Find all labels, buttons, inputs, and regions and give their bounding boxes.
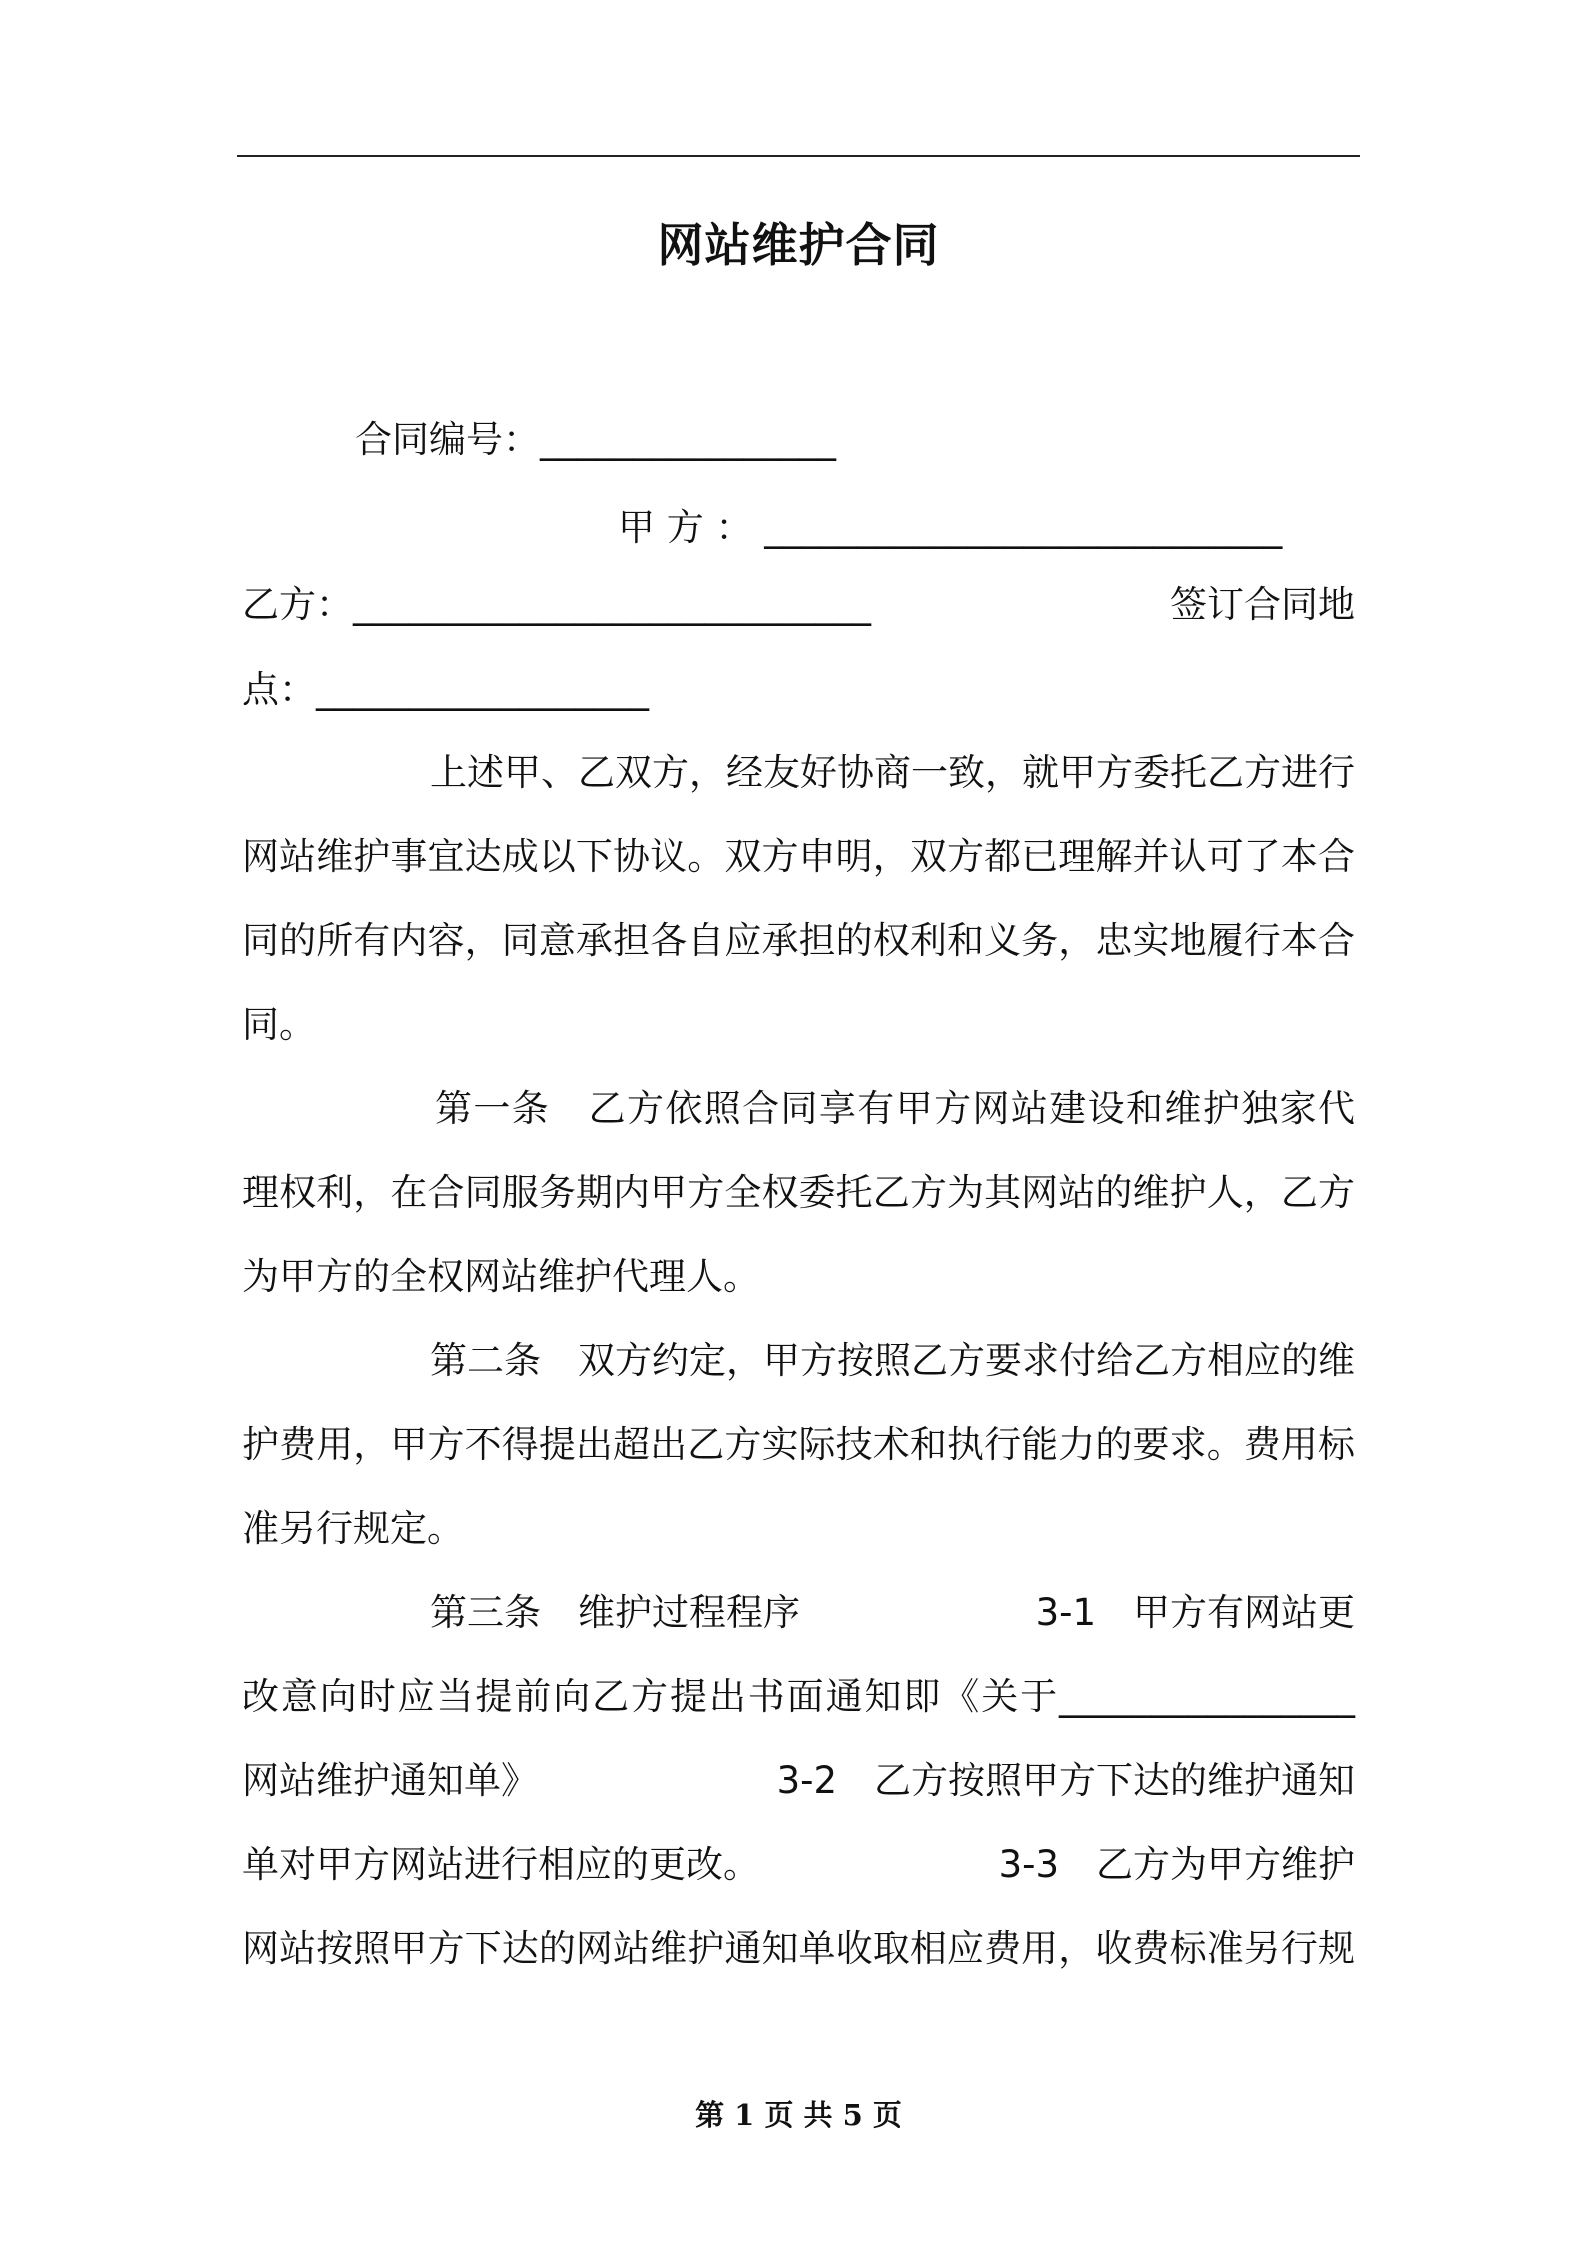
article-3-heading: 第三条 维护过程程序: [430, 1591, 800, 1634]
article-1-line: 为甲方的全权网站维护代理人。: [242, 1255, 760, 1298]
header-rule: [237, 155, 1360, 157]
article-2-line: 第二条 双方约定，甲方按照乙方要求付给乙方相应的维: [430, 1339, 1355, 1382]
article-3-3-line: 网站按照甲方下达的网站维护通知单收取相应费用，收费标准另行规: [242, 1927, 1355, 1970]
intro-paragraph-line: 上述甲、乙双方，经友好协商一致，就甲方委托乙方进行: [430, 751, 1355, 794]
party-b-line: 乙方：____________________________: [242, 583, 871, 626]
article-3-3-line: 3-3 乙方为甲方维护: [998, 1843, 1355, 1886]
page-number: 第 1 页 共 5 页: [695, 2098, 902, 2132]
article-3-1-line: 改意向时应当提前向乙方提出书面通知即《关于________________: [242, 1675, 1355, 1718]
article-1-line: 理权利，在合同服务期内甲方全权委托乙方为其网站的维护人，乙方: [242, 1171, 1355, 1214]
document-title: 网站维护合同: [657, 218, 940, 272]
intro-paragraph-line: 同。: [242, 1003, 316, 1046]
signing-place-label: 签订合同地: [1170, 583, 1355, 626]
article-3-1-line: 3-1 甲方有网站更: [1035, 1591, 1355, 1634]
intro-paragraph-line: 同的所有内容，同意承担各自应承担的权利和义务，忠实地履行本合: [242, 919, 1355, 962]
party-a-line: 甲 方 ： ____________________________: [618, 506, 1283, 549]
intro-paragraph-line: 网站维护事宜达成以下协议。双方申明，双方都已理解并认可了本合: [242, 835, 1355, 878]
article-2-line: 护费用，甲方不得提出超出乙方实际技术和执行能力的要求。费用标: [242, 1423, 1355, 1466]
article-3-1-line: 网站维护通知单》: [242, 1759, 538, 1802]
article-1-line: 第一条 乙方依照合同享有甲方网站建设和维护独家代: [435, 1087, 1355, 1130]
article-3-2-line: 单对甲方网站进行相应的更改。: [242, 1843, 760, 1886]
contract-number-line: 合同编号：________________: [355, 418, 836, 461]
signing-place-line: 点：__________________: [242, 668, 649, 711]
article-2-line: 准另行规定。: [242, 1507, 464, 1550]
article-3-2-line: 3-2 乙方按照甲方下达的维护通知: [776, 1759, 1355, 1802]
